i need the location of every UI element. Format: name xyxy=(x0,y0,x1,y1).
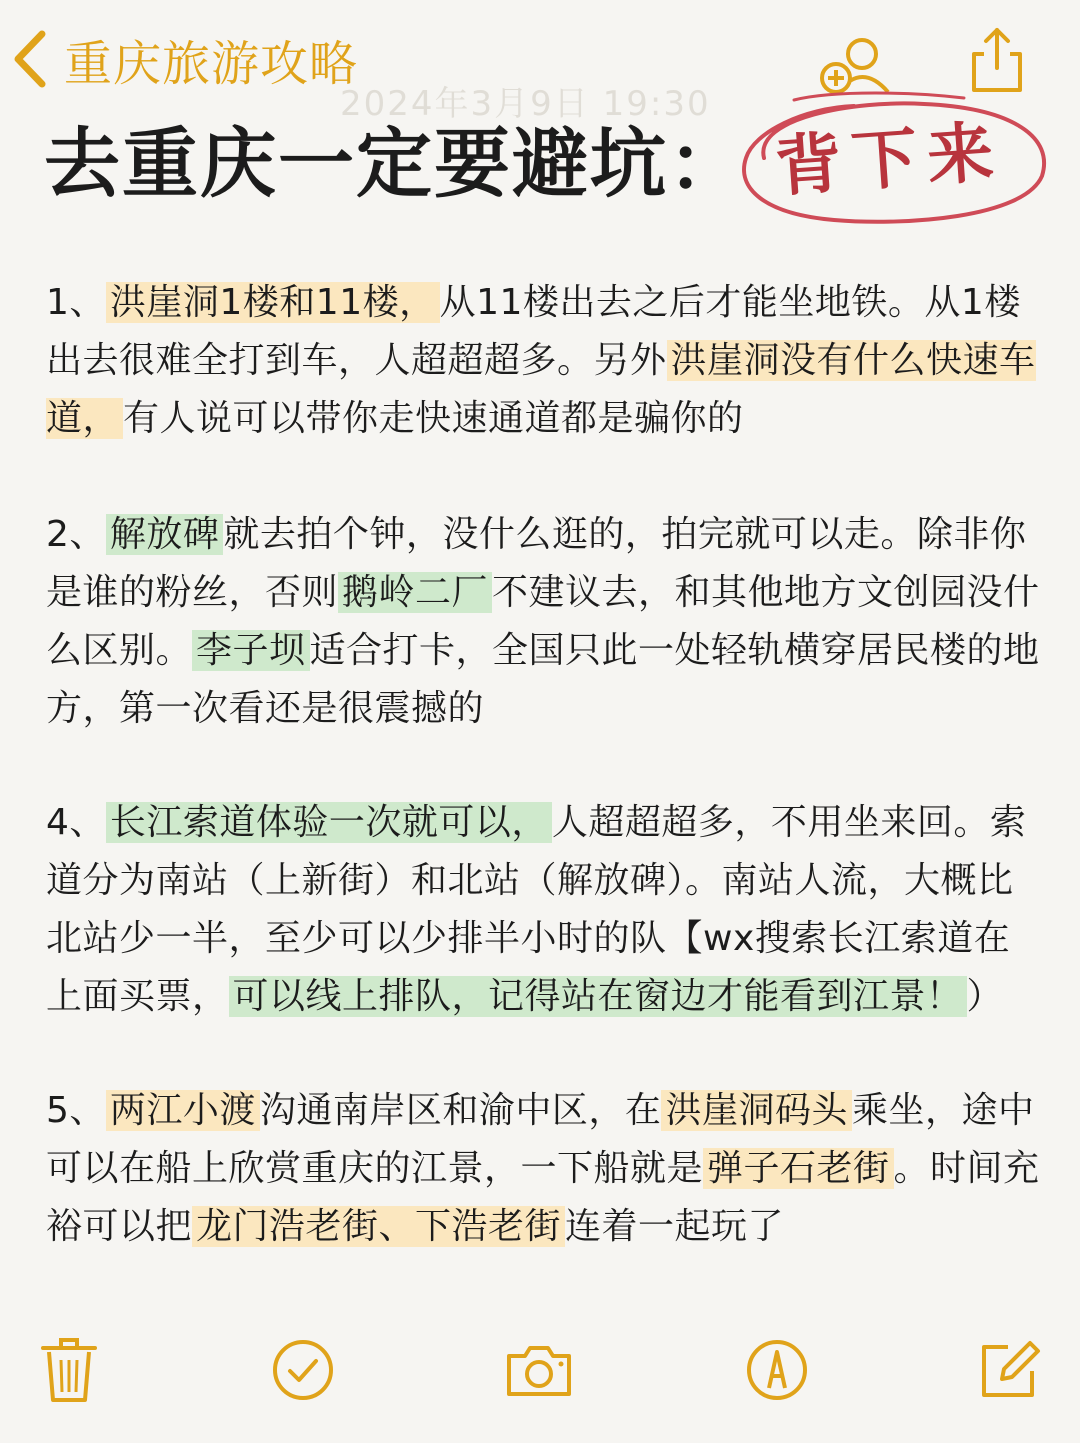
text-segment: 从11楼出去之后才能坐地铁。从1楼出去很难全打到车，人超超超多。另外 xyxy=(46,282,1021,381)
text-segment: 乘坐，途中可以在船上欣赏重庆的江景，一下船就是 xyxy=(46,1090,1035,1189)
note-timestamp: 2024年3月9日 19:30 xyxy=(340,84,711,124)
note-title-row xyxy=(44,112,1044,216)
text-segment: 5、 xyxy=(46,1090,106,1131)
highlighted-text: 可以线上排队，记得站在窗边才能看到江景！ xyxy=(229,976,967,1017)
note-title: 去重庆一定要避坑： xyxy=(44,119,746,208)
text-segment: 沟通南岸区和渝中区，在 xyxy=(259,1090,662,1131)
text-segment: 。时间充裕可以把 xyxy=(46,1148,1040,1247)
markup-button[interactable] xyxy=(740,1328,814,1412)
text-segment: 就去拍个钟，没什么逛的，拍完就可以走。除非你是谁的粉丝，否则 xyxy=(46,514,1027,613)
text-segment: 适合打卡，全国只此一处轻轨横穿居民楼的地方，第一次看还是很震撼的 xyxy=(46,630,1040,729)
paragraph-4 xyxy=(46,1082,1046,1256)
text-segment: ） xyxy=(966,976,1004,1017)
highlighted-text: 洪崖洞没有什么快速车道， xyxy=(46,340,1036,439)
checkmark-circle-icon xyxy=(271,1338,335,1402)
delete-button[interactable] xyxy=(32,1328,106,1412)
text-segment: 连着一起玩了 xyxy=(565,1206,785,1247)
back-label: 重庆旅游攻略 xyxy=(64,35,359,92)
trash-icon xyxy=(39,1334,99,1406)
highlighted-text: 解放碑 xyxy=(106,514,224,555)
camera-button[interactable] xyxy=(502,1328,576,1412)
chevron-left-icon xyxy=(10,24,50,94)
pen-tip-circle-icon xyxy=(745,1338,809,1402)
note-body xyxy=(46,274,1046,1247)
highlighted-text: 长江索道体验一次就可以， xyxy=(106,802,552,843)
text-segment: 有人说可以带你走快速通道都是骗你的 xyxy=(123,398,744,439)
paragraph-3 xyxy=(46,794,1046,1026)
camera-icon xyxy=(503,1340,575,1400)
checklist-button[interactable] xyxy=(266,1328,340,1412)
text-segment: 4、 xyxy=(46,802,106,843)
highlighted-text: 鹅岭二厂 xyxy=(338,572,492,613)
highlighted-text: 两江小渡 xyxy=(106,1090,260,1131)
stamp-text: 背下来 xyxy=(772,112,1006,206)
text-segment: 1、 xyxy=(46,282,106,323)
compose-button[interactable] xyxy=(972,1328,1046,1412)
highlighted-text: 李子坝 xyxy=(192,630,310,671)
share-icon xyxy=(966,26,1028,96)
paragraph-2 xyxy=(46,506,1046,738)
highlighted-text: 龙门浩老街、下浩老街 xyxy=(192,1206,565,1247)
text-segment: 人超超超多，不用坐来回。索道分为南站（上新街）和北站（解放碑）。南站人流，大概比北站少一半，至少可以少排半小时的队【wx搜索长江索道在上面买票， xyxy=(46,802,1027,1017)
highlighted-text: 洪崖洞码头 xyxy=(661,1090,852,1131)
back-button[interactable] xyxy=(10,24,358,94)
highlighted-text: 洪崖洞1楼和11楼， xyxy=(106,282,440,323)
text-segment: 不建议去，和其他地方文创园没什么区别。 xyxy=(46,572,1040,671)
stamp-annotation xyxy=(724,88,1054,238)
paragraph-1 xyxy=(46,274,1046,448)
share-button[interactable] xyxy=(966,26,1028,96)
text-segment: 2、 xyxy=(46,514,106,555)
highlighted-text: 弹子石老街 xyxy=(703,1148,894,1189)
bottom-toolbar xyxy=(0,1328,1080,1428)
compose-icon xyxy=(976,1337,1042,1403)
